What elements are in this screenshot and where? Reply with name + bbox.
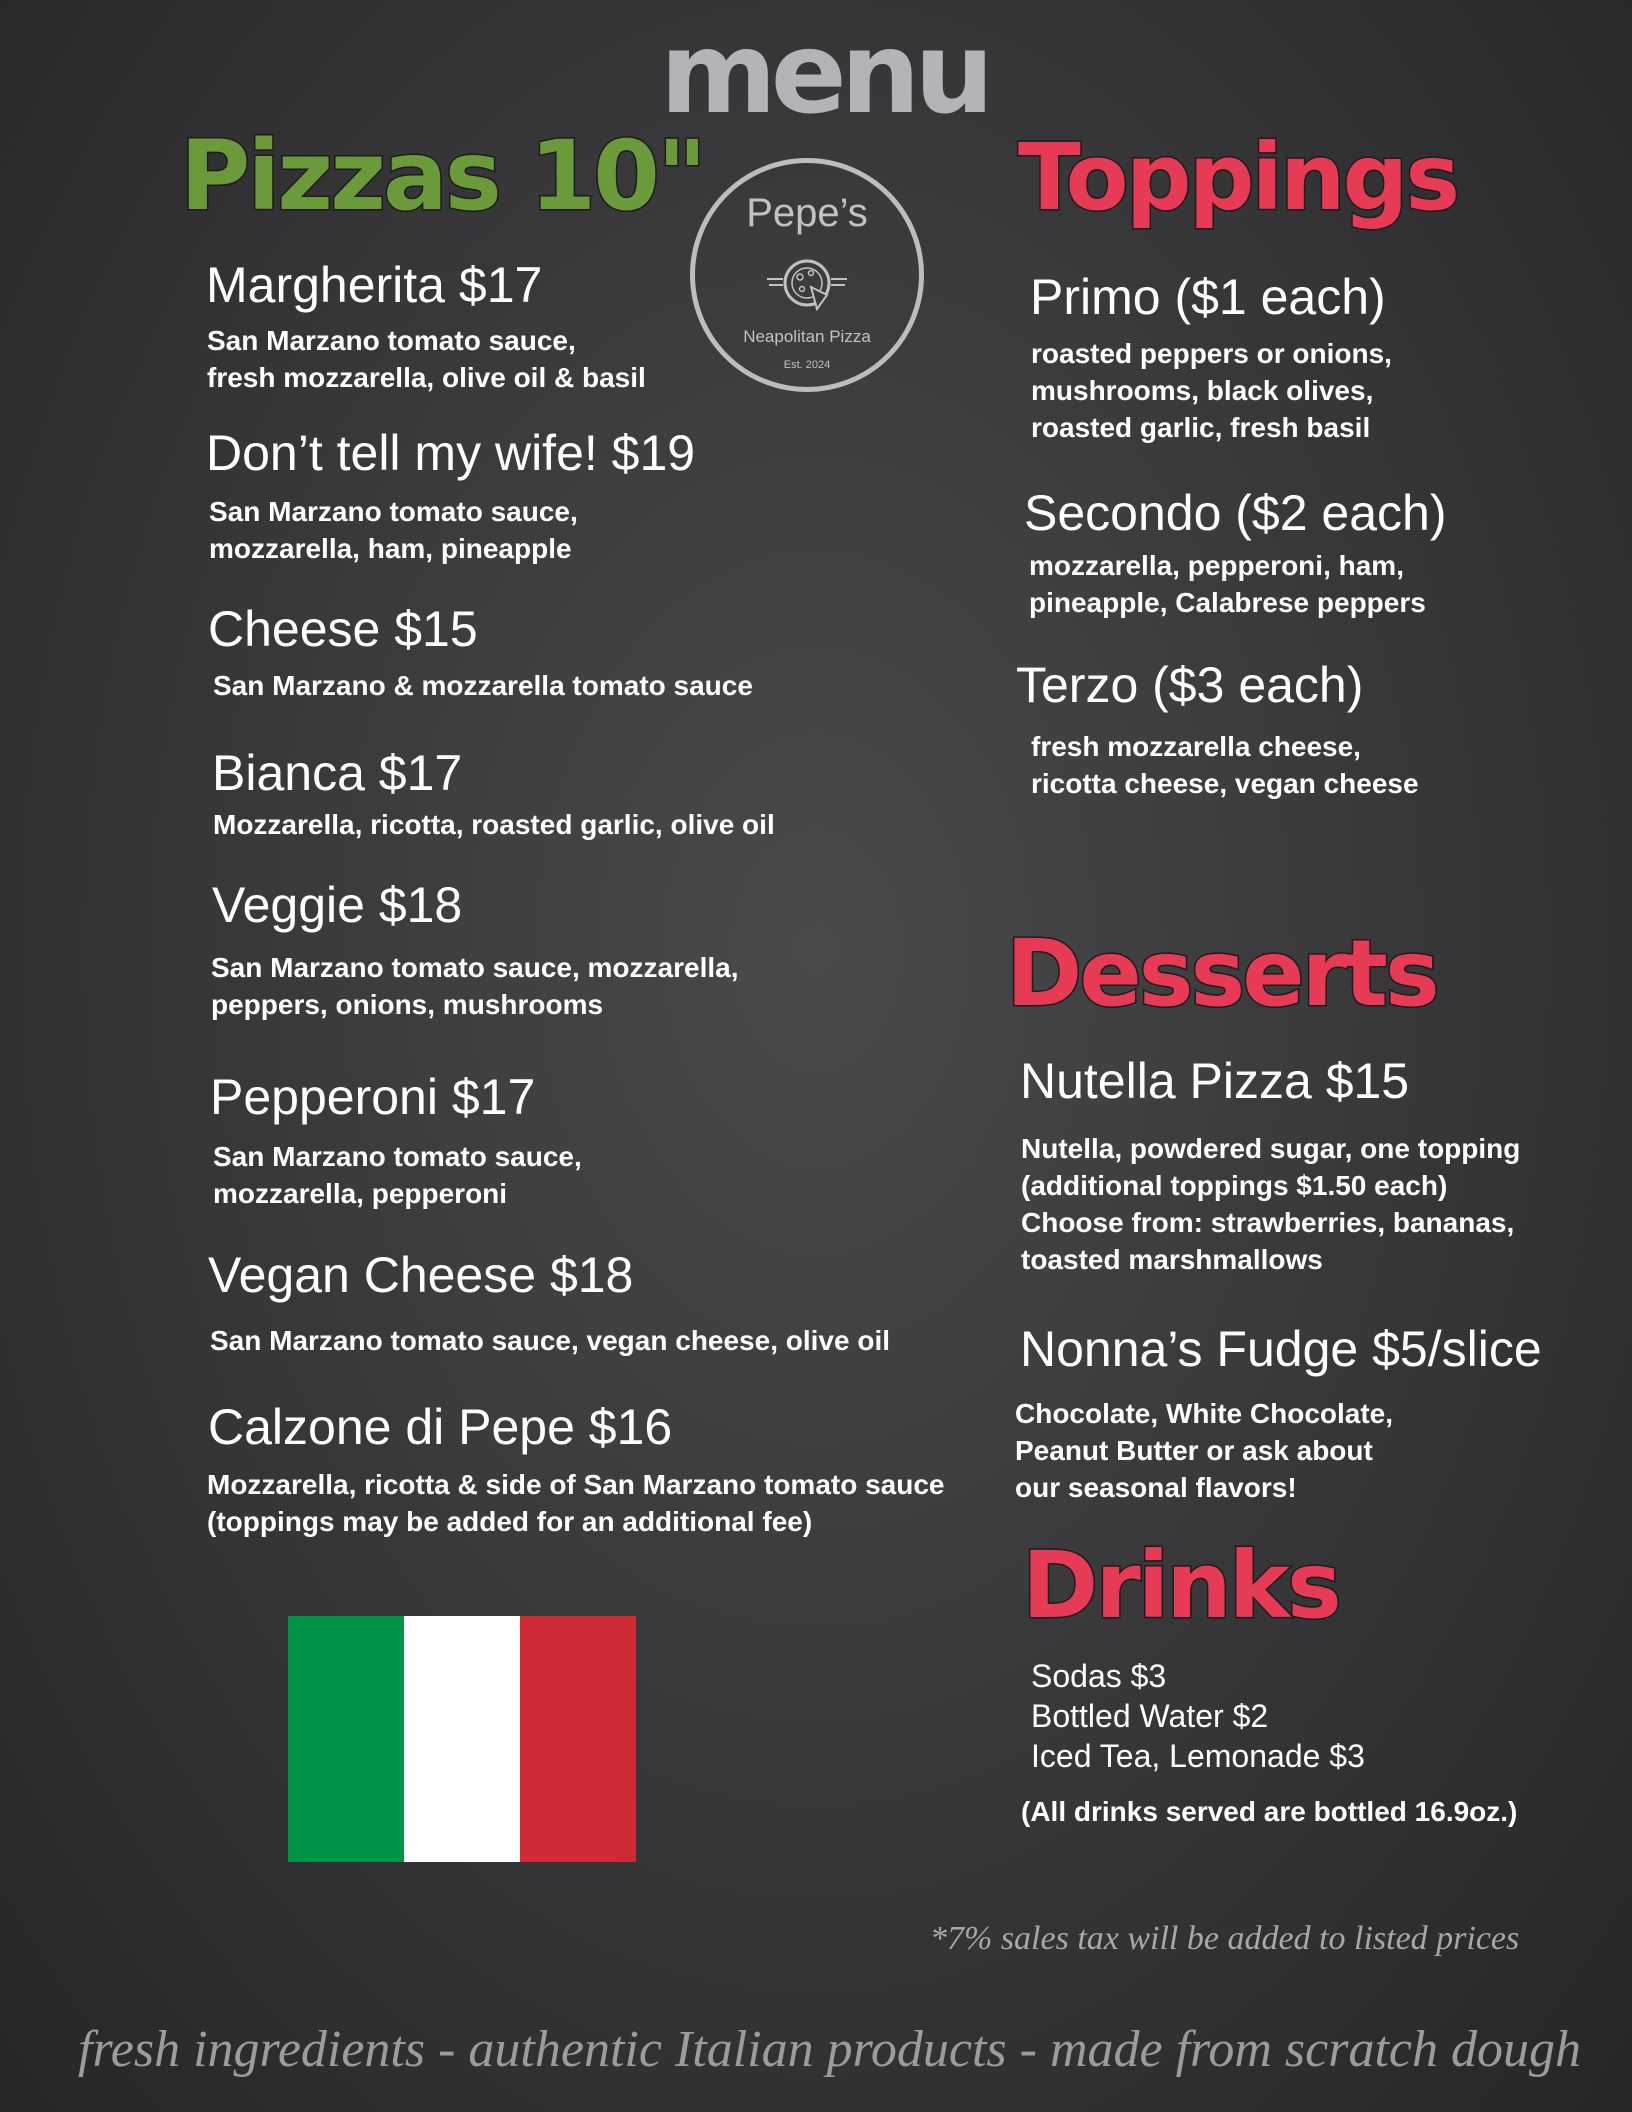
topping-desc-primo: roasted peppers or onions, mushrooms, black olives, roasted garlic, fresh basil — [1031, 338, 1392, 443]
pizzas-heading: Pizzas 10" — [180, 120, 704, 232]
topping-name-primo: Primo ($1 each) — [1030, 269, 1386, 325]
pizza-name-margherita: Margherita $17 — [206, 257, 543, 313]
pizza-desc-dont-tell-my-wife: San Marzano tomato sauce, mozzarella, ham, pineapple — [209, 496, 578, 564]
tagline: fresh ingredients - authentic Italian products - made from scratch dough — [78, 2021, 1581, 2078]
pizza-desc-margherita: San Marzano tomato sauce, fresh mozzarella, olive oil & basil — [207, 325, 646, 393]
logo-established: Est. 2024 — [783, 359, 831, 371]
pizza-name-veggie: Veggie $18 — [212, 877, 463, 933]
flag-stripe-white — [404, 1616, 520, 1862]
drink-sodas: Sodas $3 — [1031, 1658, 1167, 1694]
pizza-desc-veggie: San Marzano tomato sauce, mozzarella, peppers, onions, mushrooms — [211, 952, 739, 1020]
pizza-desc-vegan-cheese: San Marzano tomato sauce, vegan cheese, olive oil — [210, 1325, 891, 1356]
pizza-name-cheese: Cheese $15 — [208, 601, 478, 657]
dessert-desc-nonnas-fudge: Chocolate, White Chocolate, Peanut Butter or ask about our seasonal flavors! — [1015, 1398, 1394, 1503]
pizza-name-calzone-di-pepe: Calzone di Pepe $16 — [208, 1399, 673, 1455]
flag-stripe-red — [520, 1616, 636, 1862]
drink-iced-tea-lemonade: Iced Tea, Lemonade $3 — [1031, 1738, 1365, 1774]
desserts-heading: Desserts — [1006, 920, 1437, 1027]
drinks-note: (All drinks served are bottled 16.9oz.) — [1021, 1796, 1518, 1827]
pepes-logo — [690, 158, 924, 392]
topping-name-terzo: Terzo ($3 each) — [1016, 657, 1364, 713]
dessert-name-nonnas-fudge: Nonna’s Fudge $5/slice — [1020, 1321, 1542, 1377]
topping-name-secondo: Secondo ($2 each) — [1024, 485, 1447, 541]
italian-flag — [288, 1616, 636, 1862]
pizza-desc-calzone-di-pepe: Mozzarella, ricotta & side of San Marzano tomato sauce (toppings may be added for an additional fee) — [207, 1469, 945, 1537]
pizza-name-bianca: Bianca $17 — [212, 745, 463, 801]
toppings-heading: Toppings — [1018, 124, 1458, 231]
pizza-desc-pepperoni: San Marzano tomato sauce, mozzarella, pepperoni — [213, 1141, 582, 1209]
logo-name: Pepe’s — [746, 191, 868, 235]
tax-note: *7% sales tax will be added to listed prices — [930, 1920, 1520, 1957]
drink-bottled-water: Bottled Water $2 — [1031, 1698, 1269, 1734]
logo-subtitle: Neapolitan Pizza — [743, 327, 871, 346]
topping-desc-terzo: fresh mozzarella cheese, ricotta cheese, vegan cheese — [1031, 731, 1419, 799]
flag-stripe-green — [288, 1616, 404, 1862]
pizza-name-dont-tell-my-wife: Don’t tell my wife! $19 — [206, 425, 696, 481]
pizza-desc-bianca: Mozzarella, ricotta, roasted garlic, olive oil — [213, 809, 775, 840]
dessert-desc-nutella-pizza: Nutella, powdered sugar, one topping (additional toppings $1.50 each) Choose from: strawberries, bananas, toasted marshmallows — [1021, 1133, 1521, 1275]
pizza-icon — [767, 249, 847, 319]
pizza-name-vegan-cheese: Vegan Cheese $18 — [208, 1247, 634, 1303]
dessert-name-nutella-pizza: Nutella Pizza $15 — [1020, 1053, 1410, 1109]
pizza-name-pepperoni: Pepperoni $17 — [210, 1069, 536, 1125]
pizza-desc-cheese: San Marzano & mozzarella tomato sauce — [213, 670, 753, 701]
drinks-heading: Drinks — [1022, 1532, 1339, 1639]
menu-title: menu — [660, 9, 989, 139]
topping-desc-secondo: mozzarella, pepperoni, ham, pineapple, Calabrese peppers — [1029, 550, 1426, 618]
